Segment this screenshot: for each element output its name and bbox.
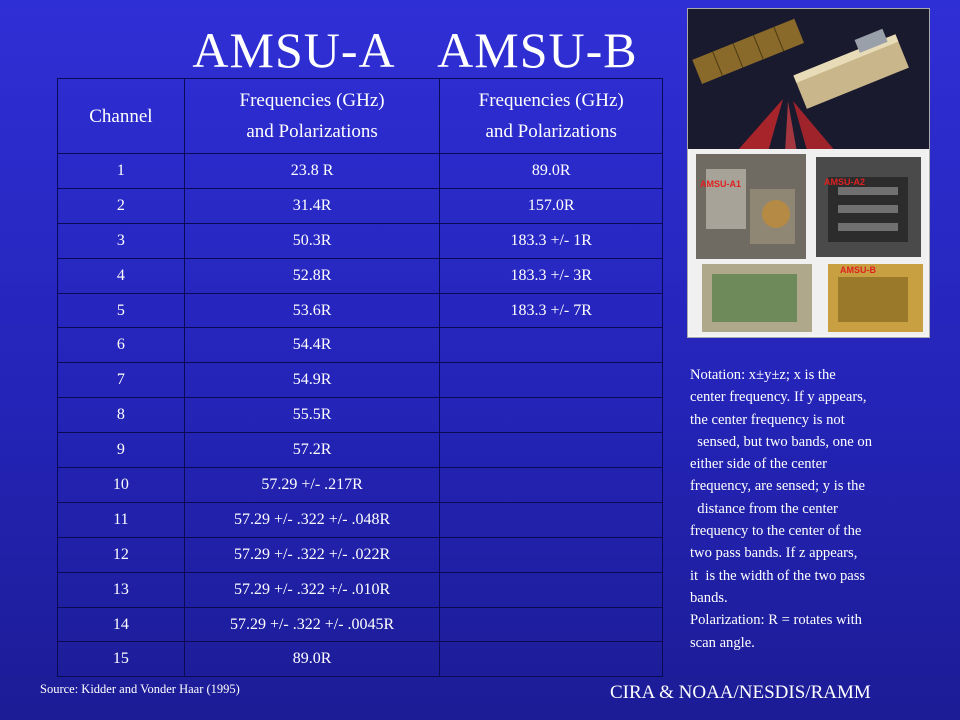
table-row [58, 398, 663, 433]
label-amsu-a1: AMSU-A1 [700, 179, 742, 189]
cell-amsu-a-frequency: 57.29 +/- .217R [184, 468, 440, 503]
cell-amsu-a-frequency: 55.5R [184, 398, 440, 433]
satellite-instruments-illustration [688, 9, 929, 337]
cell-amsu-a-frequency: 53.6R [184, 293, 440, 328]
title-amsu-a: AMSU-A [192, 22, 396, 78]
cell-amsu-a-frequency: 57.2R [184, 433, 440, 468]
table-row [58, 572, 663, 607]
cell-channel: 12 [58, 537, 185, 572]
cell-channel: 10 [58, 468, 185, 503]
cell-channel: 13 [58, 572, 185, 607]
cell-amsu-a-frequency: 23.8 R [184, 154, 440, 189]
table-row [58, 293, 663, 328]
table-row [58, 223, 663, 258]
cell-channel: 3 [58, 223, 185, 258]
cell-amsu-b-frequency: 183.3 +/- 3R [440, 258, 663, 293]
cell-channel: 9 [58, 433, 185, 468]
cell-amsu-b-frequency [440, 398, 663, 433]
credit-text: CIRA & NOAA/NESDIS/RAMM [610, 682, 871, 703]
table-row [58, 642, 663, 677]
header-amsu-b-line2: and Polarizations [485, 121, 617, 142]
table-row [58, 537, 663, 572]
table-row [58, 468, 663, 503]
cell-amsu-b-frequency [440, 537, 663, 572]
cell-amsu-b-frequency [440, 572, 663, 607]
label-amsu-a2: AMSU-A2 [824, 177, 866, 187]
cell-amsu-b-frequency: 183.3 +/- 1R [440, 223, 663, 258]
cell-amsu-a-frequency: 31.4R [184, 188, 440, 223]
cell-amsu-a-frequency: 57.29 +/- .322 +/- .010R [184, 572, 440, 607]
title-amsu-b: AMSU-B [437, 22, 638, 78]
cell-amsu-a-frequency: 50.3R [184, 223, 440, 258]
cell-channel: 4 [58, 258, 185, 293]
cell-amsu-b-frequency [440, 363, 663, 398]
header-amsu-a-line1: Frequencies (GHz) [239, 90, 385, 111]
cell-channel: 5 [58, 293, 185, 328]
cell-channel: 6 [58, 328, 185, 363]
cell-channel: 2 [58, 188, 185, 223]
header-amsu-b-line1: Frequencies (GHz) [478, 90, 624, 111]
table-row [58, 188, 663, 223]
cell-amsu-b-frequency [440, 642, 663, 677]
header-amsu-b [440, 79, 663, 154]
notation-text: Notation: x±y±z; x is the center frequency. If y appears, the center frequency is not sensed, but two bands, one on either side of the center frequency, are sensed; y is the distance from the center frequency to the center of the two pass bands. If z appears, it is the width of the two pass bands. Polarization: R = rotates with scan angle. [690, 367, 872, 651]
cell-amsu-a-frequency: 52.8R [184, 258, 440, 293]
header-amsu-a [184, 79, 440, 154]
cell-channel: 14 [58, 607, 185, 642]
label-amsu-b: AMSU-B [840, 265, 876, 275]
table-row [58, 154, 663, 189]
cell-amsu-a-frequency: 54.4R [184, 328, 440, 363]
cell-amsu-b-frequency [440, 468, 663, 503]
cell-channel: 11 [58, 502, 185, 537]
header-channel: Channel [58, 79, 185, 154]
cell-amsu-a-frequency: 57.29 +/- .322 +/- .048R [184, 502, 440, 537]
cell-amsu-b-frequency [440, 328, 663, 363]
cell-amsu-b-frequency: 89.0R [440, 154, 663, 189]
cell-amsu-a-frequency: 57.29 +/- .322 +/- .0045R [184, 607, 440, 642]
cell-amsu-a-frequency: 89.0R [184, 642, 440, 677]
frequency-table [57, 78, 663, 677]
cell-amsu-b-frequency [440, 502, 663, 537]
table-row [58, 363, 663, 398]
cell-channel: 1 [58, 154, 185, 189]
cell-amsu-a-frequency: 54.9R [184, 363, 440, 398]
table-row [58, 328, 663, 363]
instrument-photo [687, 8, 930, 338]
table-row [58, 258, 663, 293]
cell-amsu-b-frequency [440, 433, 663, 468]
cell-channel: 7 [58, 363, 185, 398]
cell-channel: 8 [58, 398, 185, 433]
cell-amsu-b-frequency: 157.0R [440, 188, 663, 223]
cell-amsu-b-frequency: 183.3 +/- 7R [440, 293, 663, 328]
table-row [58, 502, 663, 537]
table-row [58, 607, 663, 642]
source-citation: Source: Kidder and Vonder Haar (1995) [40, 682, 240, 696]
table-row [58, 433, 663, 468]
cell-amsu-b-frequency [440, 607, 663, 642]
table-body [58, 154, 663, 677]
cell-amsu-a-frequency: 57.29 +/- .322 +/- .022R [184, 537, 440, 572]
slide-title [150, 22, 680, 78]
table-header-row [58, 79, 663, 154]
cell-channel: 15 [58, 642, 185, 677]
header-amsu-a-line2: and Polarizations [246, 121, 378, 142]
